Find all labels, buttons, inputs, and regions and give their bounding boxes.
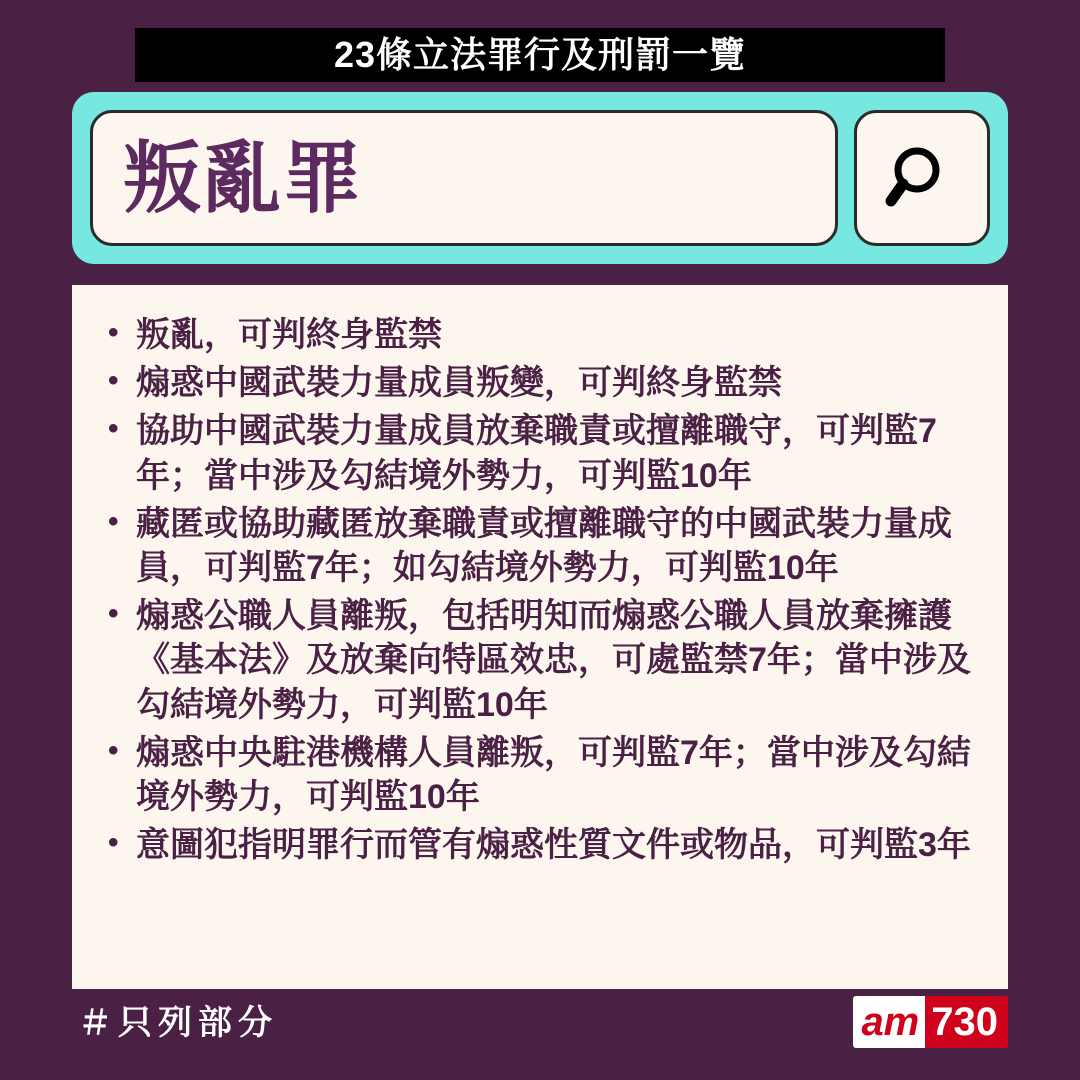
- logo-730-text: 730: [925, 996, 1008, 1048]
- page-title: 23條立法罪行及刑罰一覽: [333, 34, 747, 75]
- list-item: • 煽惑中央駐港機構人員離叛，可判監7年；當中涉及勾結境外勢力，可判監10年: [98, 731, 982, 819]
- list-item: • 叛亂，可判終身監禁: [98, 313, 982, 357]
- search-bar: [72, 92, 1008, 264]
- search-input[interactable]: [90, 110, 838, 246]
- am730-logo: [853, 996, 1008, 1048]
- list-item: • 煽惑中國武裝力量成員叛變，可判終身監禁: [98, 361, 982, 405]
- list-item: • 協助中國武裝力量成員放棄職責或擅離職守，可判監7年；當中涉及勾結境外勢力，可判監10年: [98, 409, 982, 497]
- search-input-value: 叛亂罪: [123, 134, 364, 222]
- search-button[interactable]: [854, 110, 990, 246]
- list-item: • 意圖犯指明罪行而管有煽惑性質文件或物品，可判監3年: [98, 823, 982, 867]
- footnote: ＃只列部分: [78, 1004, 278, 1042]
- search-icon: [883, 139, 961, 217]
- list-item: • 藏匿或協助藏匿放棄職責或擅離職守的中國武裝力量成員，可判監7年；如勾結境外勢力，可判監10年: [98, 502, 982, 590]
- offence-list-card: [72, 285, 1008, 989]
- list-item: • 煽惑公職人員離叛，包括明知而煽惑公職人員放棄擁護《基本法》及放棄向特區效忠，可處監禁7年；當中涉及勾結境外勢力，可判監10年: [98, 594, 982, 727]
- logo-am-text: am: [853, 996, 925, 1048]
- page-title-bar: [135, 28, 945, 82]
- offence-list: [98, 313, 982, 867]
